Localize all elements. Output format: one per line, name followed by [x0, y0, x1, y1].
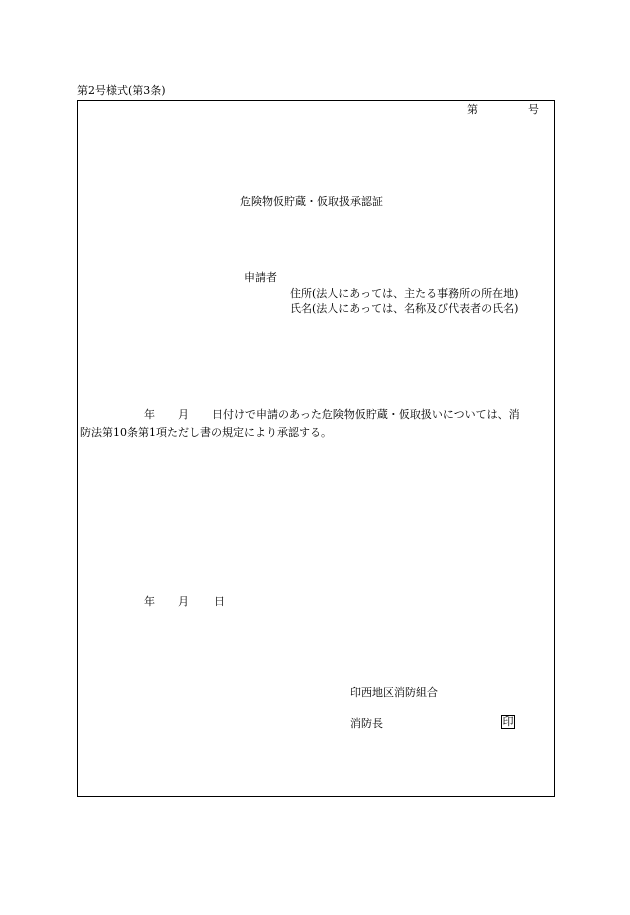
- body-year-label: 年: [144, 408, 155, 421]
- form-label: 第2号様式(第3条): [77, 84, 166, 97]
- date-month-label: 月: [178, 595, 189, 608]
- document-title: 危険物仮貯蔵・仮取扱承認証: [240, 195, 383, 208]
- seal-icon: 印: [502, 715, 514, 728]
- number-prefix: 第: [467, 103, 478, 116]
- date-year-label: 年: [144, 595, 155, 608]
- issuer-title: 消防長: [350, 717, 383, 730]
- date-day-label: 日: [214, 595, 225, 608]
- number-suffix: 号: [528, 103, 539, 116]
- body-month-label: 月: [178, 408, 189, 421]
- applicant-heading: 申請者: [244, 271, 277, 284]
- applicant-name-label: 氏名(法人にあっては、名称及び代表者の氏名): [290, 302, 519, 315]
- approval-text-line2: 防法第10条第1項ただし書の規定により承認する。: [80, 426, 332, 439]
- applicant-address-label: 住所(法人にあっては、主たる事務所の所在地): [290, 287, 519, 300]
- issuer-organization: 印西地区消防組合: [350, 686, 438, 699]
- body-line1-text: 日付けで申請のあった危険物仮貯蔵・仮取扱いについては、消: [212, 408, 520, 421]
